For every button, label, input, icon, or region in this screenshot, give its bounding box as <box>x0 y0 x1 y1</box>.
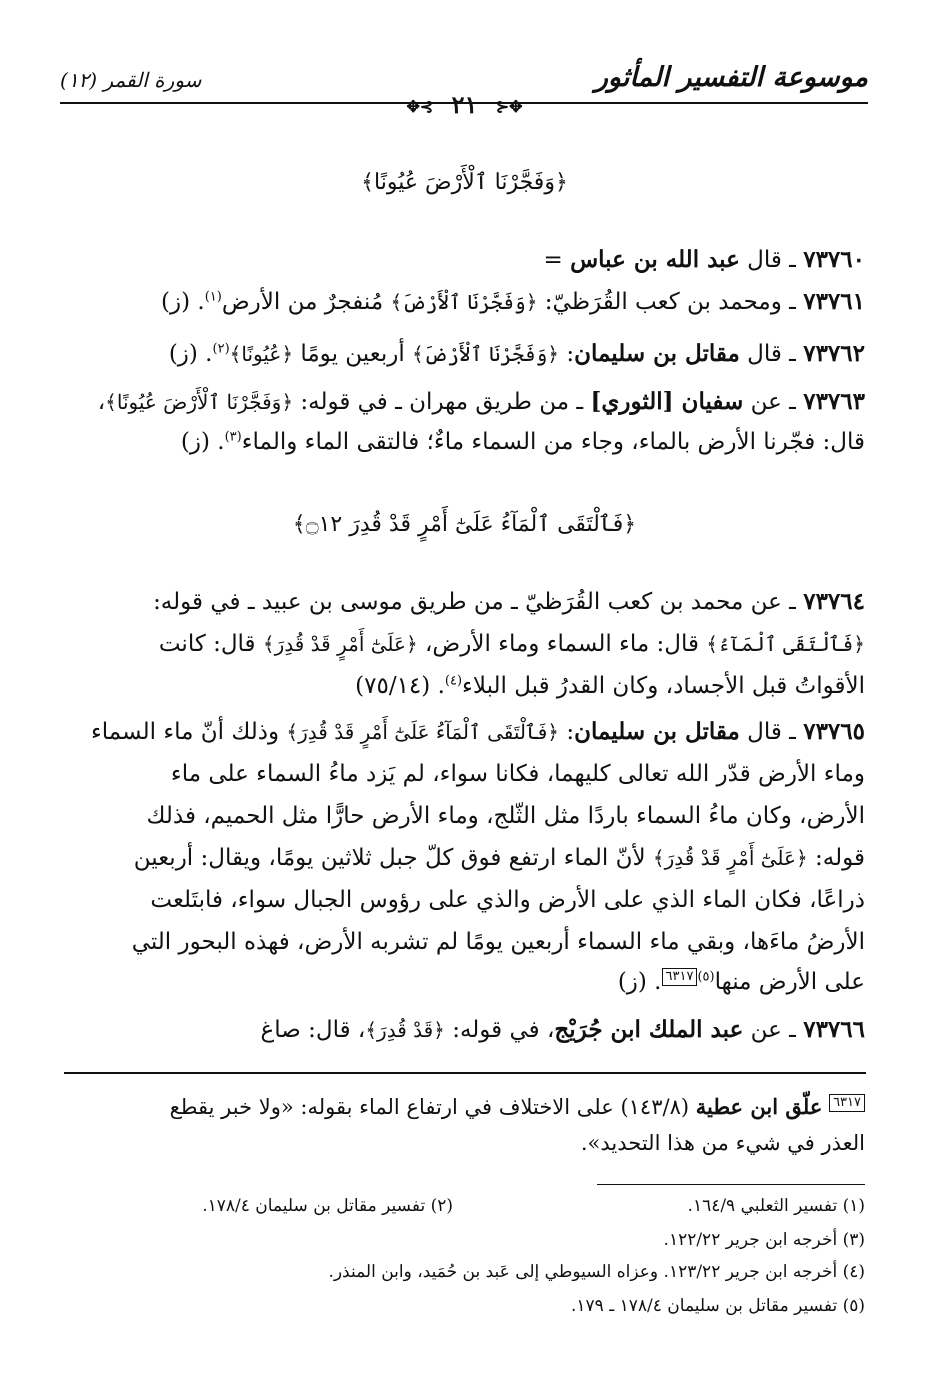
narration-number: ٧٣٧٦٥ <box>803 718 865 745</box>
narration-73762 <box>65 338 865 370</box>
verse-heading: ﴿فَٱلْتَقَى ٱلْمَآءُ عَلَىٰٓ أَمْرٍ قَدْ قُدِرَ ۝١٢﴾ <box>292 512 637 537</box>
narration-number: ٧٣٧٦٠ <box>803 246 865 273</box>
footnote-5: (٥) تفسير مقاتل بن سليمان ١٧٨/٤ ـ ١٧٩. <box>571 1296 865 1316</box>
narration-73764 <box>65 586 865 618</box>
footnote-2: (٢) تفسير مقاتل بن سليمان ١٧٨/٤. <box>202 1196 453 1216</box>
narration-text: . (ز) <box>168 341 213 367</box>
narration-text: ، في قوله: <box>444 1017 555 1043</box>
narration-number: ٧٣٧٦٢ <box>803 340 865 367</box>
narration-73766 <box>65 1014 865 1046</box>
narration-text: ـ قال <box>739 719 804 745</box>
quran-quote: ﴿قَدْ قُدِرَ﴾ <box>365 1018 445 1042</box>
narration-text: ـ عن <box>743 1017 804 1043</box>
ornament-left-icon: ✥⊰ <box>406 97 434 116</box>
narration-text: ـ ومحمد بن كعب القُرَظيّ: <box>537 289 804 315</box>
narration-73763-line2 <box>65 426 865 458</box>
footnotes-separator <box>597 1184 865 1185</box>
quran-quote: ﴿وَفَجَّرْنَا ٱلْأَرْضَ﴾ <box>412 342 560 366</box>
verse-heading: ﴿وَفَجَّرْنَا ٱلْأَرْضَ عُيُونًا﴾ <box>361 170 568 195</box>
commentator-name: علّق ابن عطية <box>695 1094 823 1119</box>
narration-text: ـ عن محمد بن كعب القُرَظيّ ـ من طريق موسى بن عبيد ـ في قوله: <box>153 589 804 615</box>
quran-quote: ﴿وَفَجَّرْنَا ٱلْأَرْضَ﴾ <box>390 290 538 314</box>
narration-text: . (٧٥/١٤) <box>355 673 445 699</box>
narration-73764-line3 <box>65 670 865 702</box>
quran-quote: ﴿فَٱلْتَقَى ٱلْمَآءُ عَلَىٰٓ أَمْرٍ قَدْ قُدِرَ﴾ <box>286 720 560 744</box>
narration-73765-line7 <box>65 966 865 998</box>
narration-text: وذلك أنّ ماء السماء <box>90 719 287 745</box>
narration-text: على الأرض منها <box>714 969 865 995</box>
quran-quote: ﴿وَفَجَّرْنَا ٱلْأَرْضَ عُيُونًا﴾ <box>105 390 294 414</box>
narration-text: الأقواتُ قبل الأجساد، وكان القدرُ قبل البلاء <box>462 673 865 699</box>
ornament-right-icon: ⊱✥ <box>495 97 523 116</box>
narrator-name: عبد الملك ابن جُرَيْج <box>554 1016 744 1043</box>
narration-text: لأنّ الماء ارتفع فوق كلّ جبل ثلاثين يومًا، ويقال: أربعين <box>133 845 653 871</box>
narration-73765-line6: الأرضُ ماءَها، وبقي ماء السماء أربعين يومًا لم تشربه الأرض، فهذه البحور التي <box>131 929 865 955</box>
narration-73764-line2 <box>65 628 865 660</box>
narration-text: مُنفجرٌ من الأرض <box>221 289 391 315</box>
narration-73765 <box>65 716 865 748</box>
narration-number: ٧٣٧٦٣ <box>803 388 865 415</box>
footnote-1: (١) تفسير الثعلبي ١٦٤/٩. <box>687 1196 865 1216</box>
footnote-marker: (٥) <box>697 969 715 985</box>
narration-73765-line3: الأرض، وكان ماءُ السماء باردًا مثل الثّلج، وماء الأرض حارًّا مثل الحميم، فذلك <box>146 803 865 829</box>
narration-text: ـ من طريق مهران ـ في قوله: <box>293 389 591 415</box>
narrator-name: مقاتل بن سليمان <box>574 718 740 745</box>
narration-73765-line2: وماء الأرض قدّر الله تعالى كليهما، فكانا سواء، لم يَزد ماءُ السماء على ماء <box>170 761 865 787</box>
narration-73765-line5: ذراعًا، فكان الماء الذي على الأرض والذي على رؤوس الجبال سواء، فابتَلعت <box>150 887 865 913</box>
commentary-ref-box: ٦٣١٧ <box>829 1094 865 1112</box>
narration-73763 <box>65 386 865 418</box>
commentary-line2: العذر في شيء من هذا التحديد». <box>580 1131 865 1155</box>
narration-text: . (ز) <box>617 969 662 995</box>
footnote-4: (٤) أخرجه ابن جرير ١٢٣/٢٢. وعزاه السيوطي إلى عَبد بن حُمَيد، وابن المنذر. <box>328 1262 865 1282</box>
footnote-marker: (٢) <box>212 341 230 357</box>
narration-text: . (ز) <box>180 429 225 455</box>
commentary-ref-box: ٦٣١٧ <box>662 968 698 986</box>
quran-quote: ﴿فَٱلْتَقَى ٱلْمَآءُ﴾ <box>706 632 865 656</box>
narration-73761 <box>65 286 865 318</box>
narration-text: ـ قال <box>739 247 804 273</box>
quran-quote: ﴿عَلَىٰٓ أَمْرٍ قَدْ قُدِرَ﴾ <box>262 632 418 656</box>
narration-73765-line4 <box>65 842 865 874</box>
surah-title: سورة القمر (١٢) <box>60 68 202 92</box>
narration-text: قال: فجّرنا الأرض بالماء، وجاء من السماء ماءٌ؛ فالتقى الماء والماء <box>241 429 865 455</box>
narration-text: أربعين يومًا <box>293 341 413 367</box>
page-number-block <box>0 90 929 119</box>
narration-text: قوله: <box>807 845 865 871</box>
footnote-marker: (٤) <box>444 673 463 689</box>
quran-quote: ﴿عَلَىٰٓ أَمْرٍ قَدْ قُدِرَ﴾ <box>652 846 808 870</box>
narration-number: ٧٣٧٦٦ <box>803 1016 865 1043</box>
narration-text: ، قال: صاغ <box>260 1017 366 1043</box>
footnote-3: (٣) أخرجه ابن جرير ١٢٢/٢٢. <box>663 1230 865 1250</box>
page-number: ٢١ <box>451 90 478 119</box>
narrator-name: سفيان [الثوري] <box>590 388 744 415</box>
narration-text: ـ قال <box>739 341 804 367</box>
narration-text: قال: ماء السماء وماء الأرض، <box>417 631 707 657</box>
commentary-text: (١٤٣/٨) على الاختلاف في ارتفاع الماء بقوله: «ولا خبر يقطع <box>169 1095 696 1119</box>
narration-text: . (ز) <box>161 289 205 315</box>
narrator-name: مقاتل بن سليمان <box>574 340 740 367</box>
narration-73760 <box>65 244 865 276</box>
narrator-name: عبد الله بن عباس <box>570 246 740 273</box>
commentary-line1 <box>63 1092 865 1122</box>
narration-number: ٧٣٧٦١ <box>803 288 865 315</box>
commentary-separator <box>64 1072 866 1074</box>
book-title: موسوعة التفسير المأثور <box>594 62 868 93</box>
narration-text: قال: كانت <box>158 631 263 657</box>
narration-text: : <box>559 341 575 367</box>
narration-text: : <box>559 719 575 745</box>
narration-text: = <box>543 247 571 273</box>
narration-text: ، <box>97 389 106 415</box>
footnote-marker: (٣) <box>224 429 242 445</box>
quran-quote: ﴿عُيُونًا﴾ <box>229 342 294 366</box>
narration-text: ـ عن <box>743 389 804 415</box>
footnote-marker: (١) <box>204 289 222 305</box>
narration-number: ٧٣٧٦٤ <box>803 588 865 615</box>
